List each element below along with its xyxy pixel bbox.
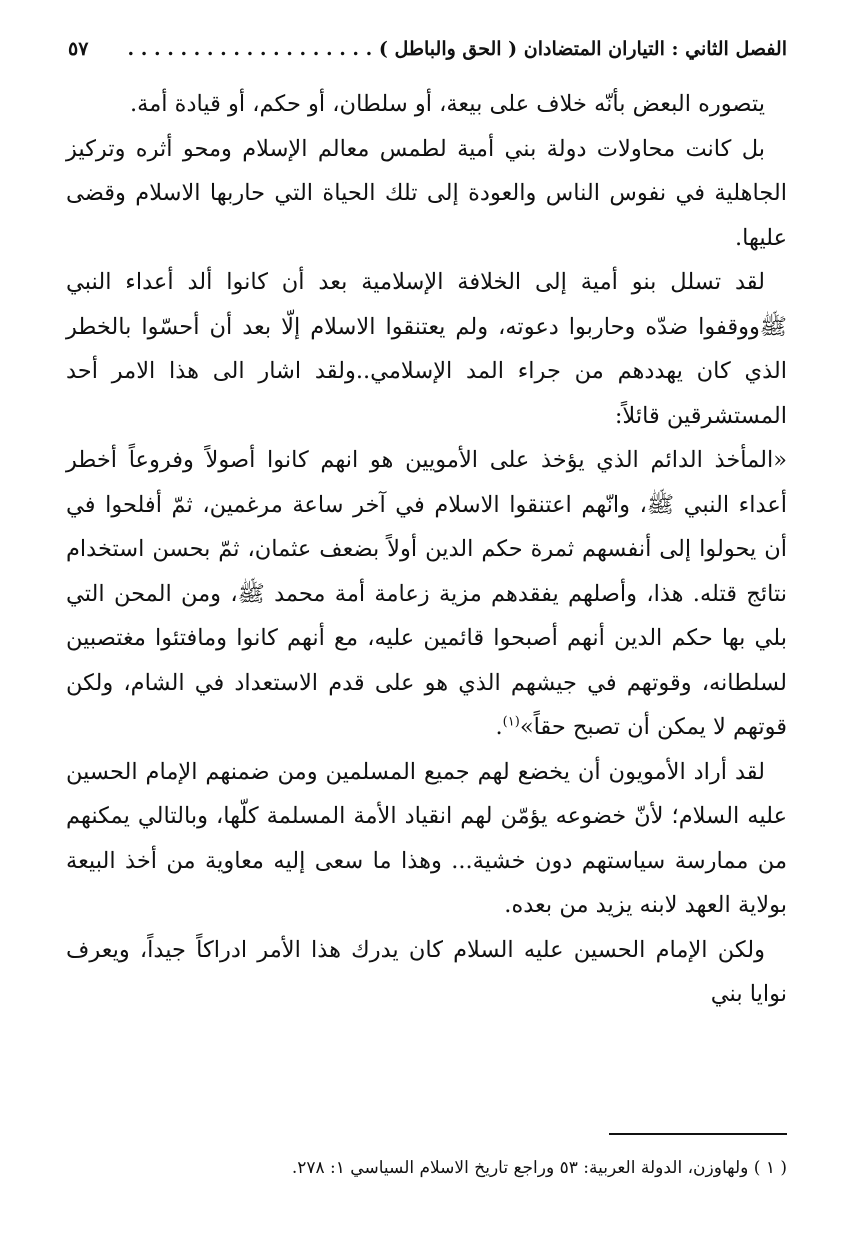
paragraph-1: يتصوره البعض بأنّه خلاف على بيعة، أو سلطان، أو حكم، أو قيادة أمة.: [130, 91, 765, 117]
paragraph-6: ولكن الإمام الحسين عليه السلام كان يدرك هذا الأمر ادراكاً جيداً، ويعرف نوايا بني: [66, 936, 787, 1007]
paragraph-5: لقد أراد الأمويون أن يخضع لهم جميع المسلمين ومن ضمنهم الإمام الحسين عليه السلام؛ لأنّ خضوعه يؤمّن لهم انقياد الأمة المسلمة كلّها، وبالتالي يمكنهم من ممارسة سياستهم دون خشية... وهذا ما سعى إليه معاوية من أخذ البيعة بولاية العهد لابنه يزيد من بعده.: [66, 758, 787, 918]
quote-text: «المأخذ الدائم الذي يؤخذ على الأمويين هو انهم كانوا أصولاً وفروعاً أخطر أعداء النبي ﷺ، وانّهم اعتنقوا الاسلام في آخر ساعة مرغمين، ثمّ أفلحوا في أن يحولوا إلى أنفسهم ثمرة حكم الدين أولاً بضعف عثمان، ثمّ بحسن استخدام نتائج قتله. هذا، وأصلهم يفقدهم مزية زعامة أمة محمد ﷺ، ومن المحن التي بلي بها حكم الدين أنهم أصبحوا قائمين عليه، مع أنهم كانوا ومافتئوا مغتصبين لسلطانه، وقوتهم في جيشهم الذي هو على قدم الاستعداد في الشام، ولكن قوتهم لا يمكن أن تصبح حقاً»: [66, 447, 787, 740]
running-header: [68, 34, 787, 64]
footnote-divider: [609, 1133, 787, 1135]
paragraph-2: بل كانت محاولات دولة بني أمية لطمس معالم الإسلام ومحو أثره وتركيز الجاهلية في نفوس الناس والعودة إلى تلك الحياة التي حاربها الاسلام وقضى عليها.: [66, 135, 787, 251]
footnote-reference: (١): [502, 714, 520, 730]
page-number: ٥٧: [68, 38, 89, 60]
running-title: الفصل الثاني : التياران المتضادان ( الحق والباطل ) . . . . . . . . . . . . . . . . . . .: [127, 38, 787, 60]
footnote: ( ١ ) ولهاوزن، الدولة العربية: ٥٣ وراجع تاريخ الاسلام السياسي ١: ٢٧٨.: [291, 1158, 787, 1178]
paragraph-3: لقد تسلل بنو أمية إلى الخلافة الإسلامية بعد أن كانوا ألد أعداء النبي ﷺووقفوا ضدّه وحاربوا دعوته، ولم يعتنقوا الاسلام إلّا بعد أن أحسّوا بالخطر الذي كان يهددهم من جراء المد الإسلامي..ولقد اشار الى هذا الامر أحد المستشرقين قائلاً:: [66, 269, 787, 429]
quote-paragraph: «المأخذ الدائم الذي يؤخذ على الأمويين هو انهم كانوا أصولاً وفروعاً أخطر أعداء النبي ﷺ، وانّهم اعتنقوا الاسلام في آخر ساعة مرغمين، ثمّ أفلحوا في أن يحولوا إلى أنفسهم ثمرة حكم الدين أولاً بضعف عثمان، ثمّ بحسن استخدام نتائج قتله. هذا، وأصلهم يفقدهم مزية زعامة أمة محمد ﷺ، ومن المحن التي بلي بها حكم الدين أنهم أصبحوا قائمين عليه، مع أنهم كانوا ومافتئوا مغتصبين لسلطانه، وقوتهم في جيشهم الذي هو على قدم الاستعداد في الشام، ولكن قوتهم لا يمكن أن تصبح حقاً»$^{(١)}$.: [66, 447, 787, 740]
body-text: [66, 82, 787, 1017]
